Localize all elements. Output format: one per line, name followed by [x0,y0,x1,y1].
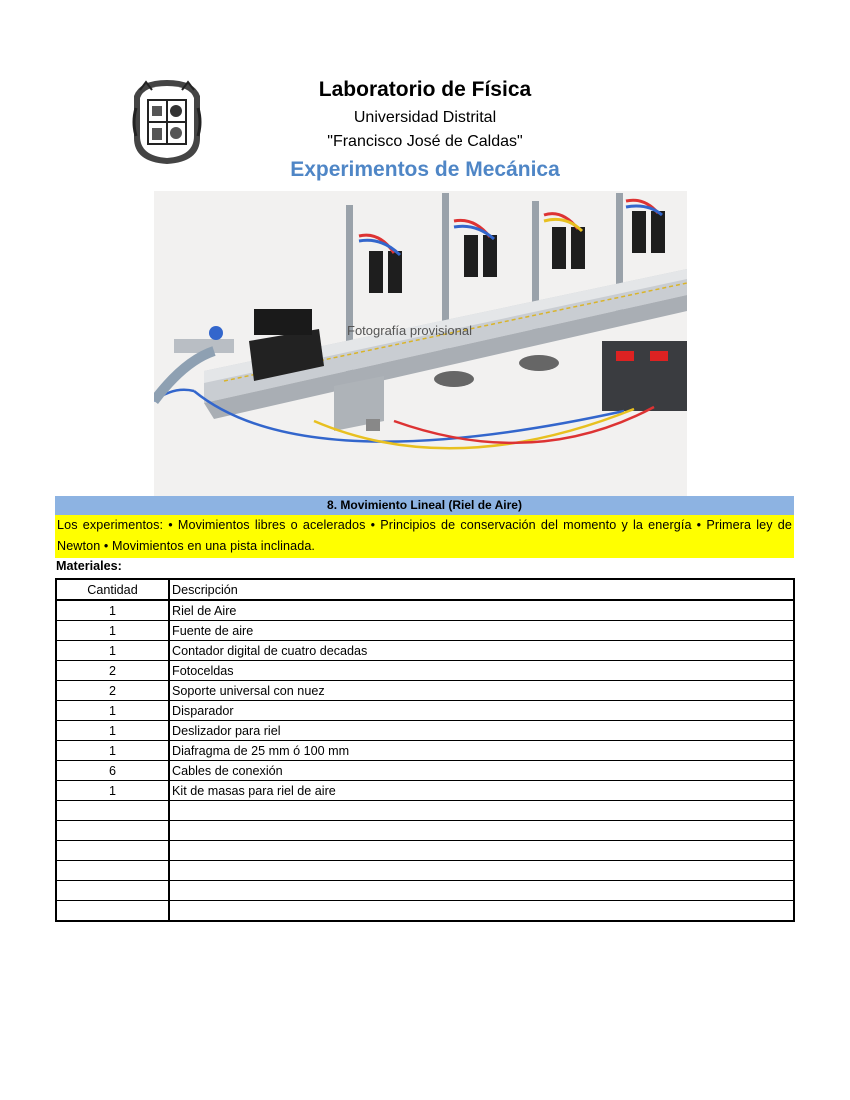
column-header-quantity: Cantidad [56,579,169,600]
description-cell: Diafragma de 25 mm ó 100 mm [169,741,794,761]
quantity-cell: 1 [56,721,169,741]
description-cell [169,861,794,881]
description-cell [169,801,794,821]
quantity-cell [56,861,169,881]
university-name: Universidad Distrital [353,109,497,126]
quantity-cell [56,801,169,821]
experiment-title: 8. Movimiento Lineal (Riel de Aire) [55,496,794,515]
photo-caption: Fotografía provisional [347,323,473,338]
table-row [56,701,794,721]
experiment-description: Los experimentos: • Movimientos libres o acelerados • Principios de conservación del momento y la energía • Primera ley de Newton • Movimientos en una pista inclinada. [55,515,794,558]
quantity-cell: 1 [56,781,169,801]
description-cell [169,901,794,922]
table-row [56,641,794,661]
table-row [56,861,794,881]
description-cell: Cables de conexión [169,761,794,781]
quantity-cell [56,881,169,901]
description-cell: Soporte universal con nuez [169,681,794,701]
table-row [56,801,794,821]
materials-table [55,578,795,922]
description-cell [169,881,794,901]
table-row [56,841,794,861]
quantity-cell: 1 [56,741,169,761]
table-row [56,821,794,841]
quantity-cell: 1 [56,641,169,661]
description-cell: Riel de Aire [169,600,794,621]
table-header-row [56,579,794,600]
description-cell: Fuente de aire [169,621,794,641]
table-row [56,761,794,781]
table-row [56,600,794,621]
quantity-cell: 2 [56,661,169,681]
quantity-cell [56,901,169,922]
description-cell: Contador digital de cuatro decadas [169,641,794,661]
description-cell: Deslizador para riel [169,721,794,741]
quantity-cell: 1 [56,621,169,641]
quantity-cell: 1 [56,701,169,721]
table-row [56,681,794,701]
description-cell: Disparador [169,701,794,721]
quantity-cell [56,821,169,841]
table-row [56,901,794,922]
quantity-cell: 6 [56,761,169,781]
table-row [56,621,794,641]
quantity-cell: 2 [56,681,169,701]
column-header-description: Descripción [169,579,794,600]
quantity-cell: 1 [56,600,169,621]
table-row [56,881,794,901]
table-row [56,721,794,741]
table-row [56,741,794,761]
description-cell: Fotoceldas [169,661,794,681]
air-track-photo [154,191,687,496]
university-subtitle: "Francisco José de Caldas" [327,133,523,150]
page-title: Laboratorio de Física [318,78,532,101]
materials-label: Materiales: [56,559,122,573]
description-cell [169,821,794,841]
section-title: Experimentos de Mecánica [290,158,560,181]
quantity-cell [56,841,169,861]
description-cell: Kit de masas para riel de aire [169,781,794,801]
description-cell [169,841,794,861]
table-row [56,781,794,801]
table-row [56,661,794,681]
